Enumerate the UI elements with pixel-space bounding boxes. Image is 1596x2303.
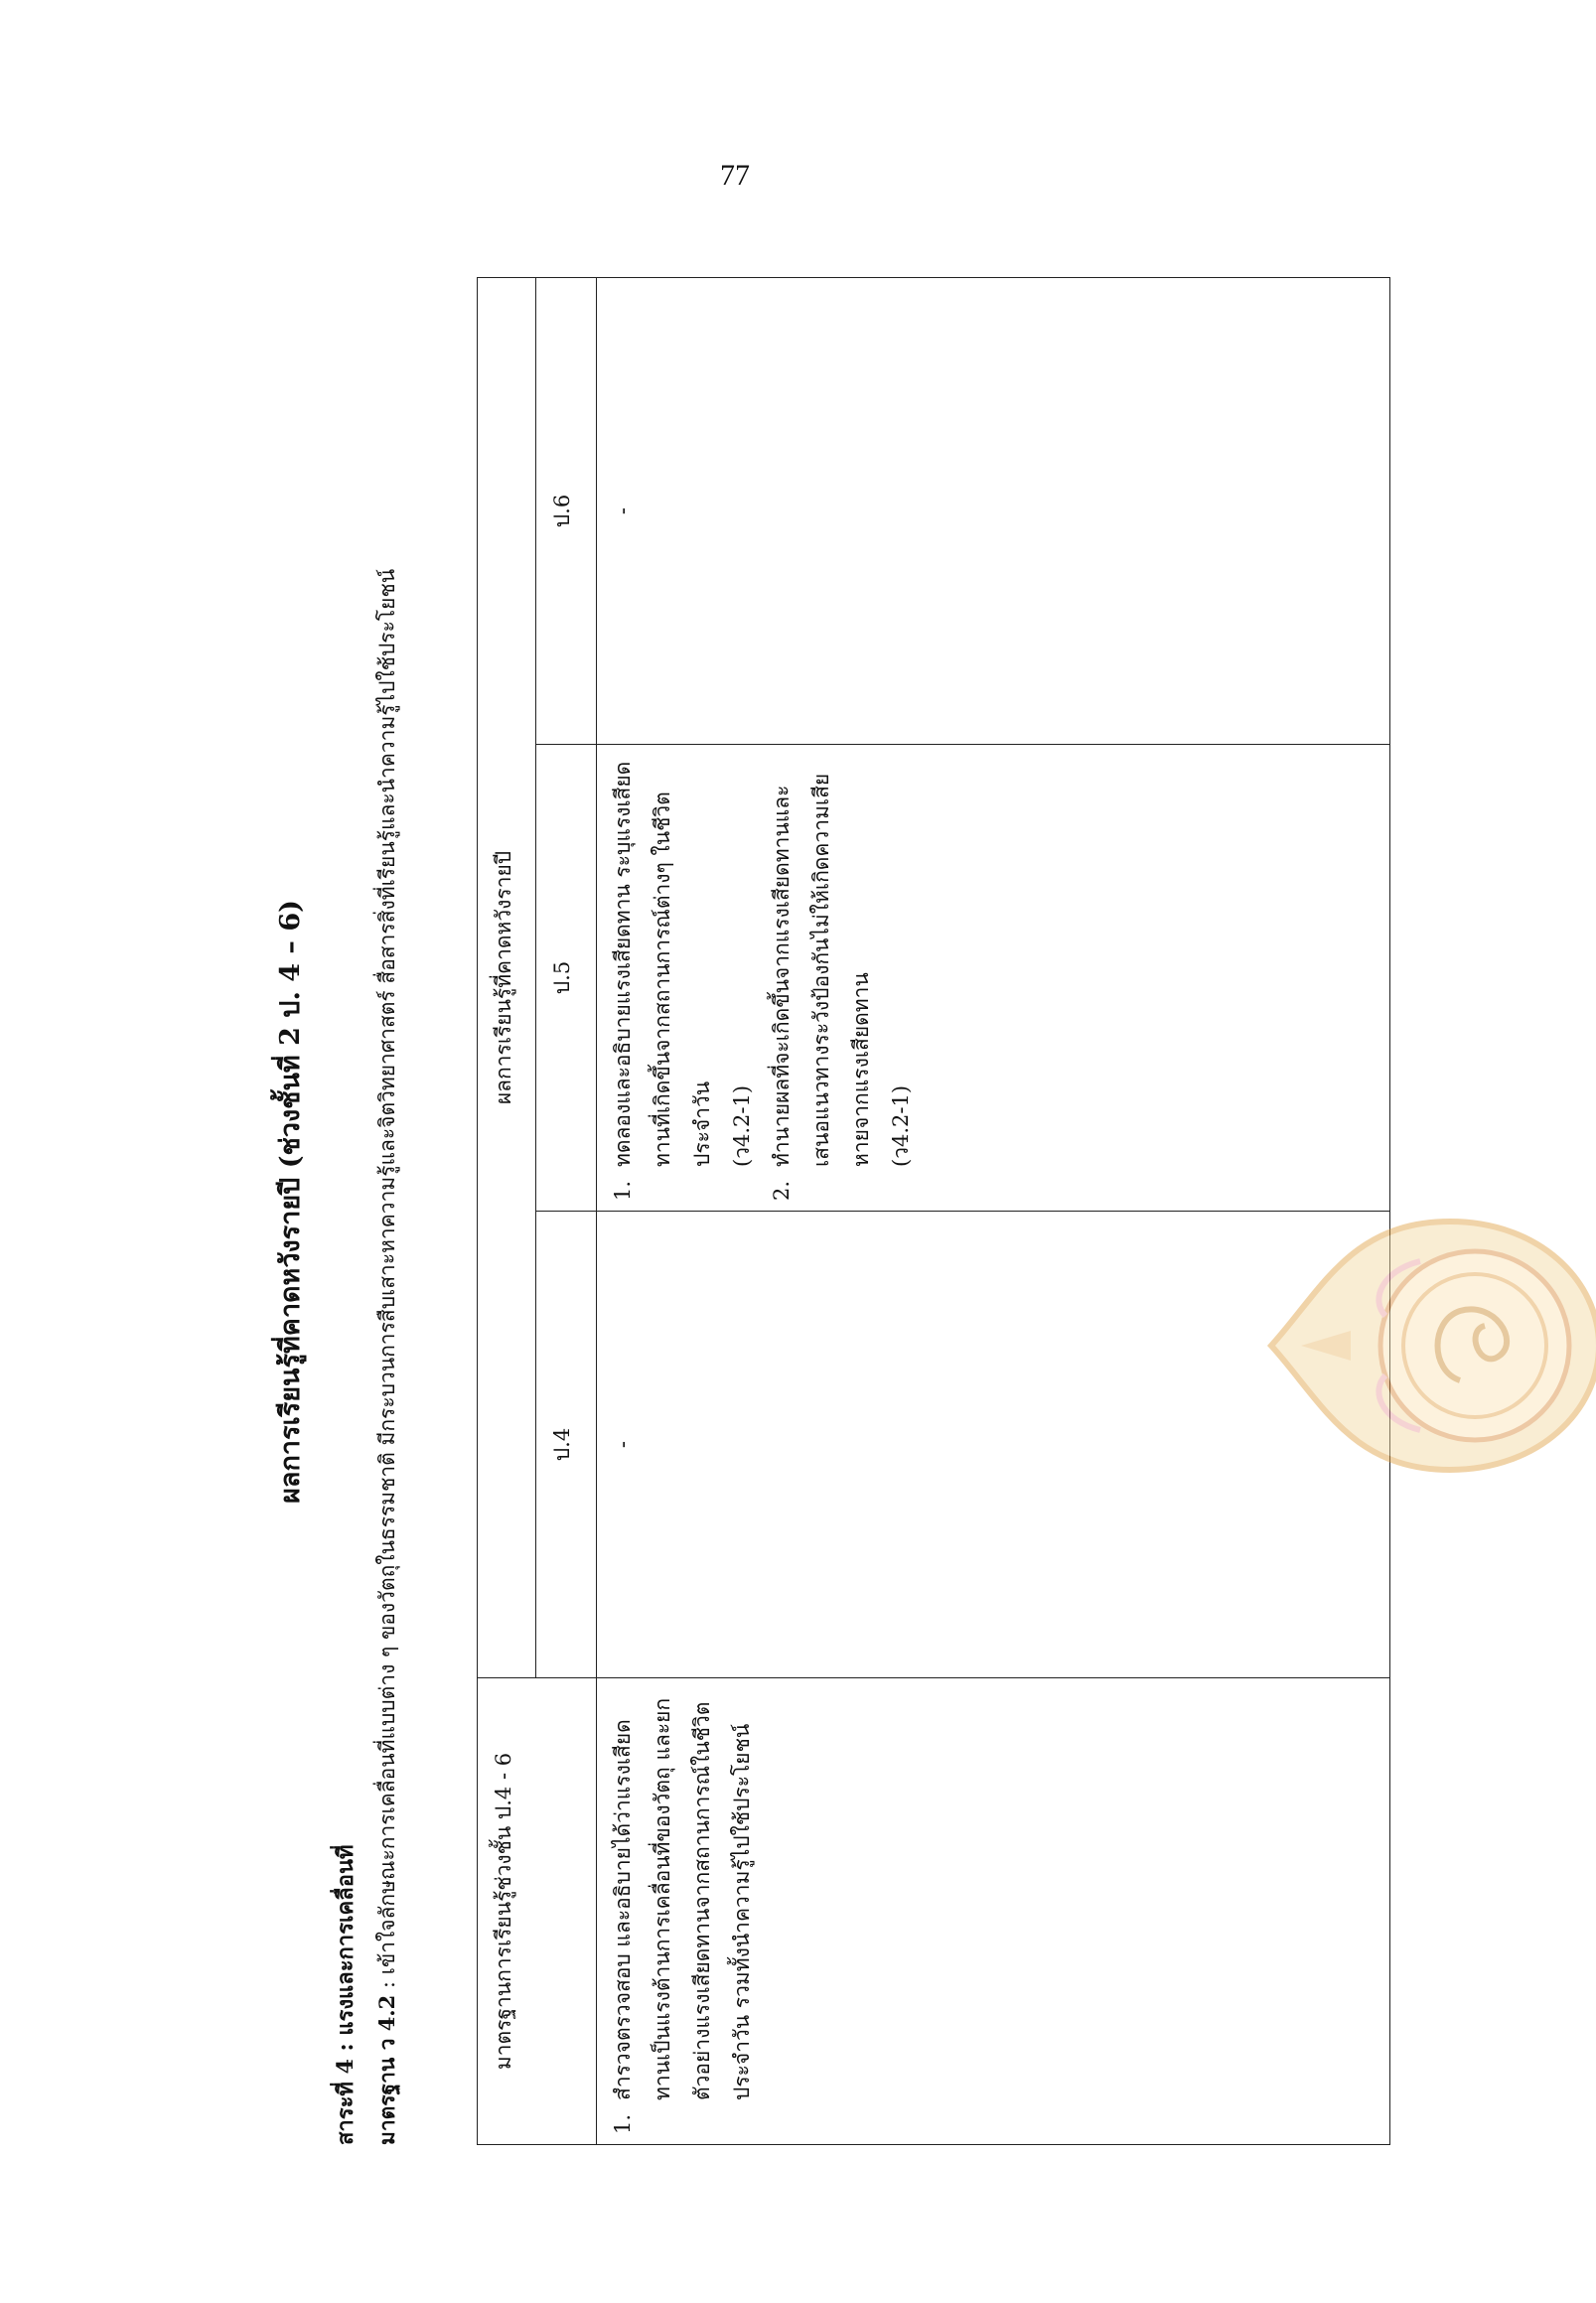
standard-label: มาตรฐาน ว 4.2	[374, 1994, 399, 2145]
indicator-code: (ว4.2-1)	[730, 1084, 754, 1167]
header-grade-p6: ป.6	[536, 278, 597, 745]
cell-p5	[597, 745, 1390, 1212]
cell-p4: -	[597, 1212, 1390, 1678]
item-text: ทดลองและอธิบายแรงเสียดทาน ระบุแรงเสียดทานที่เกิดขึ้นจากสถานการณ์ต่างๆ ในชีวิตประจำวัน	[611, 761, 714, 1167]
header-grade-p4: ป.4	[536, 1212, 597, 1678]
header-standard: มาตรฐานการเรียนรู้ช่วงชั้น ป.4 - 6	[478, 1678, 597, 2145]
item-number: 2.	[770, 1180, 794, 1201]
cell-standard	[597, 1678, 1390, 2145]
page-title: ผลการเรียนรู้ที่คาดหวังรายปี (ช่วงชั้นที่ 2 ป. 4 – 6)	[275, 900, 306, 1504]
learning-outcomes-table	[477, 277, 1390, 2145]
item-number: 1.	[611, 2113, 635, 2134]
item-text: สำรวจตรวจสอบ และอธิบายได้ว่าแรงเสียดทานเป็นแรงต้านการเคลื่อนที่ของวัตถุ และยกตัวอย่างแรงเสียดทานจากสถานการณ์ในชีวิตประจำวัน รวมทั้งนำความรู้ไปใช้ประโยชน์	[611, 1697, 754, 2100]
item-text: ทำนายผลที่จะเกิดขึ้นจากแรงเสียดทานและเสนอแนวทางระวังป้องกันไม่ให้เกิดความเสียหายจากแรงเสียดทาน	[770, 773, 873, 1167]
header-outcomes: ผลการเรียนรู้ที่คาดหวังรายปี	[478, 278, 536, 1678]
header-grade-p5: ป.5	[536, 745, 597, 1212]
indicator-code: (ว4.2-1)	[889, 1084, 913, 1167]
watermark-seal-icon	[1261, 1202, 1596, 1490]
page-number: 77	[720, 159, 750, 192]
strand-heading: สาระที่ 4 : แรงและการเคลื่อนที่	[333, 1844, 359, 2145]
rotated-page-content	[258, 258, 1400, 2145]
standard-statement	[367, 258, 407, 2145]
cell-p6: -	[597, 278, 1390, 745]
standard-text: : เข้าใจลักษณะการเคลื่อนที่แบบต่าง ๆ ของวัตถุในธรรมชาติ มีกระบวนการสืบเสาะหาความรู้และจิตวิทยาศาสตร์ สื่อสารสิ่งที่เรียนรู้และนำความรู้ไปใช้ประโยชน์	[375, 568, 399, 1995]
item-number: 1.	[611, 1180, 635, 1201]
